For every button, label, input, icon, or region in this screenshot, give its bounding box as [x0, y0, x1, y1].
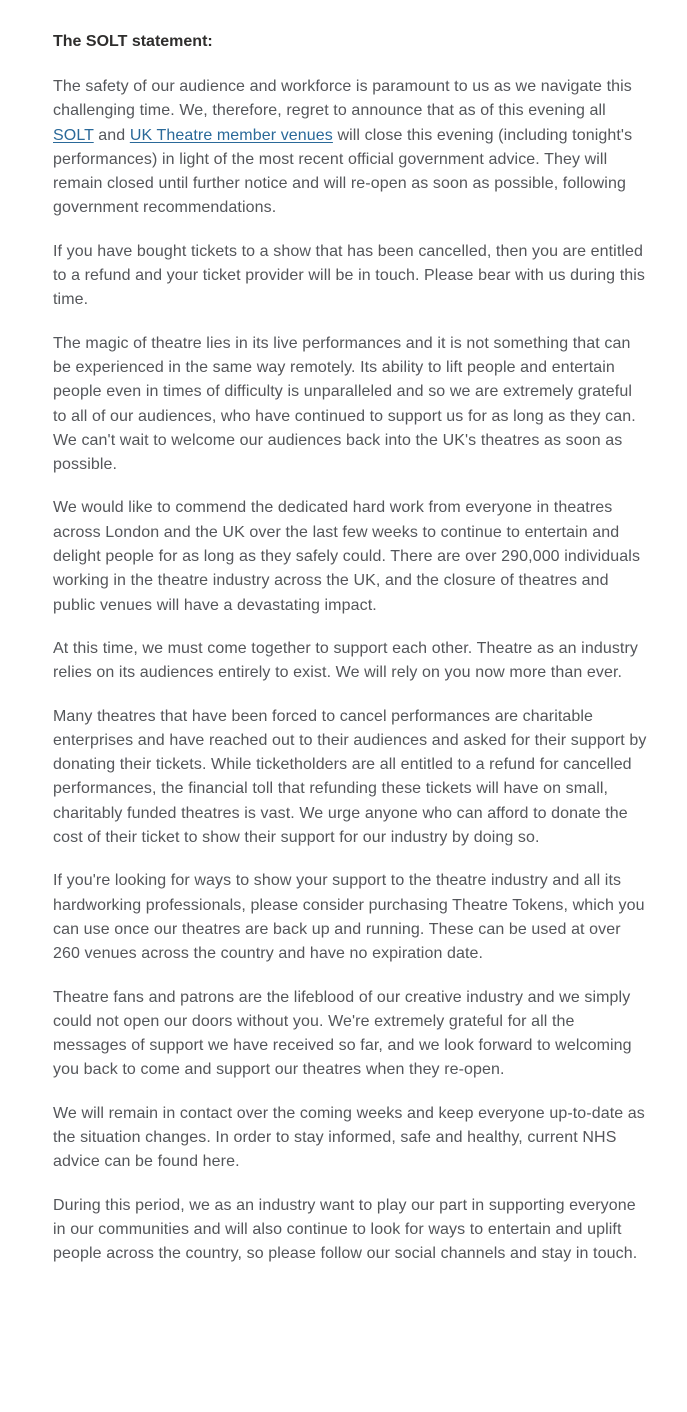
link-uk-theatre-member-venues[interactable]: UK Theatre member venues [129, 126, 333, 144]
paragraph-6 [53, 705, 647, 851]
statement-heading: The SOLT statement: [53, 33, 213, 50]
text-run: Theatre fans and patrons are the lifeblood of our creative industry and we simply could not open our doors without you. We're extremely grateful for all the messages of support we have received so far, and we look forward to welcoming you back to come and support our theatres when they re-open. [53, 988, 632, 1079]
link-solt[interactable]: SOLT [53, 126, 94, 144]
paragraph-5 [53, 637, 647, 686]
text-run: Many theatres that have been forced to cancel performances are charitable enterprises and have reached out to their audiences and asked for their support by donating their tickets. While ticketholders are all entitled to a refund for cancelled performances, the financial toll that refunding these tickets will have on small, charitably funded theatres is vast. We urge anyone who can afford to donate the cost of their ticket to show their support for our industry by doing so. [53, 707, 647, 847]
text-run: If you have bought tickets to a show that has been cancelled, then you are entitled to a refund and your ticket provider will be in touch. Please bear with us during this time. [53, 242, 646, 309]
paragraph-10 [53, 1194, 647, 1267]
text-run: and [93, 126, 130, 144]
paragraph-4 [53, 496, 647, 617]
paragraph-1 [53, 75, 647, 221]
paragraph-8 [53, 986, 647, 1083]
text-run: will close this evening (including tonight's performances) in light of the most recent official government advice. They will remain closed until further notice and will re-open as soon as possible, following government recommendations. [53, 126, 633, 217]
paragraph-7 [53, 869, 647, 966]
text-run: The magic of theatre lies in its live performances and it is not something that can be experienced in the same way remotely. Its ability to lift people and entertain people even in times of difficulty is unparalleled and so we are extremely grateful to all of our audiences, who have continued to support us for as long as they can. We can't wait to welcome our audiences back into the UK's theatres as soon as possible. [53, 334, 636, 474]
article-body [53, 75, 647, 1266]
paragraph-2 [53, 240, 647, 313]
text-run: If you're looking for ways to show your support to the theatre industry and all its hardworking professionals, please consider purchasing Theatre Tokens, which you can use once our theatres are back up and running. These can be used at over 260 venues across the country and have no expiration date. [53, 872, 645, 963]
text-run: We will remain in contact over the coming weeks and keep everyone up-to-date as the situation changes. In order to stay informed, safe and healthy, current NHS advice can be found here. [53, 1104, 645, 1171]
text-run: During this period, we as an industry want to play our part in supporting everyone in our communities and will also continue to look for ways to entertain and uplift people across the country, so please follow our social channels and stay in touch. [53, 1196, 638, 1263]
text-run: We would like to commend the dedicated hard work from everyone in theatres across London and the UK over the last few weeks to continue to entertain and delight people for as long as they safely could. There are over 290,000 individuals working in the theatre industry across the UK, and the closure of theatres and public venues will have a devastating impact. [53, 499, 641, 614]
paragraph-9 [53, 1102, 647, 1175]
paragraph-3 [53, 332, 647, 478]
text-run: At this time, we must come together to support each other. Theatre as an industry relies on its audiences entirely to exist. We will rely on you now more than ever. [53, 639, 638, 682]
article-inner [53, 30, 647, 1266]
text-run: The safety of our audience and workforce is paramount to us as we navigate this challenging time. We, therefore, regret to announce that as of this evening all [53, 78, 632, 120]
